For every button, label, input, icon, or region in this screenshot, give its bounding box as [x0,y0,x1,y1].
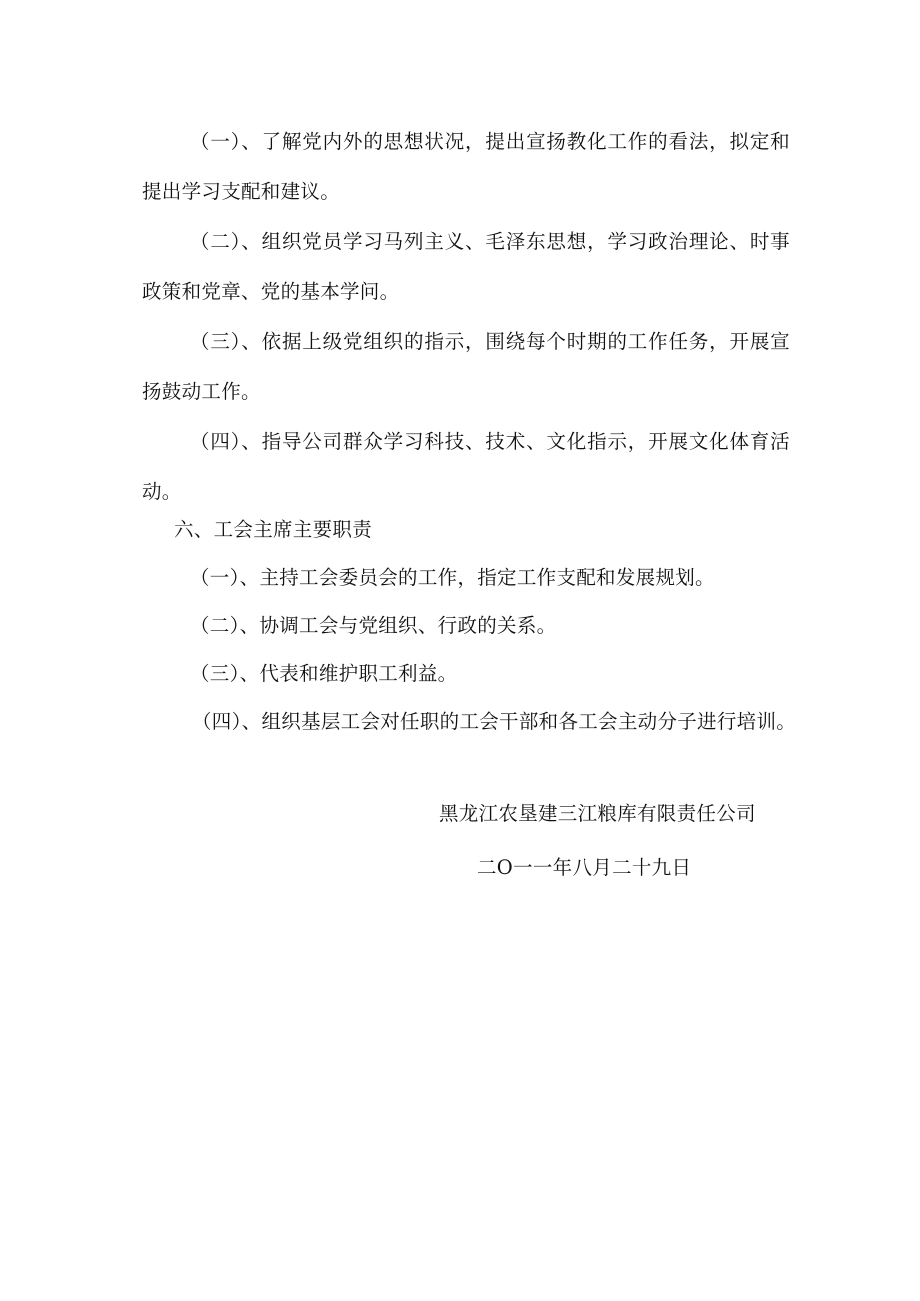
paragraph-1: （一）、了解党内外的思想状况，提出宣扬教化工作的看法，拟定和提出学习支配和建议。 [142,130,790,203]
signature-date: 二O一一年八月二十九日 [477,856,692,879]
union-item-3: （三）、代表和维护职工利益。 [190,662,458,685]
paragraph-4: （四）、指导公司群众学习科技、技术、文化指示，开展文化体育活动。 [142,430,790,503]
paragraph-3: （三）、依据上级党组织的指示，围绕每个时期的工作任务，开展宣扬鼓动工作。 [142,330,790,403]
section-heading: 六、工会主席主要职责 [174,518,373,541]
union-item-2: （二）、协调工会与党组织、行政的关系。 [190,614,557,637]
union-item-1: （一）、主持工会委员会的工作，指定工作支配和发展规划。 [190,566,715,589]
paragraph-2: （二）、组织党员学习马列主义、毛泽东思想，学习政治理论、时事政策和党章、党的基本学问。 [142,230,790,303]
union-item-4: （四）、组织基层工会对任职的工会干部和各工会主动分子进行培训。 [192,710,797,733]
signature-company: 黑龙江农垦建三江粮库有限责任公司 [439,802,756,825]
